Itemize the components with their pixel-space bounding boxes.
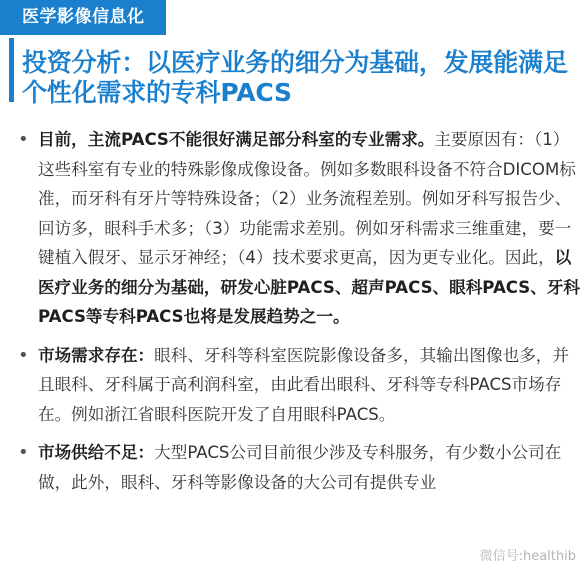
title-main: 以医疗业务的细分为基础，发展能满足个性化需求的专科PACS bbox=[22, 48, 568, 107]
bullet-text: 眼科、牙科等科室医院影像设备多，其输出图像也多，并且眼科、牙科属于高利润科室，由此看出眼科、牙科等专科PACS市场存在。例如浙江省眼科医院开发了自用眼科PACS。 bbox=[38, 345, 569, 424]
title-prefix: 投资分析： bbox=[22, 48, 147, 77]
list-item bbox=[0, 438, 586, 497]
bullet-list bbox=[0, 125, 586, 506]
section-label: 医学影像信息化 bbox=[0, 0, 166, 35]
bullet-bold-lead: 目前，主流PACS不能很好满足部分科室的专业需求。 bbox=[38, 130, 435, 149]
watermark: 微信号:healthib bbox=[479, 549, 576, 564]
bullet-dot-icon: • bbox=[18, 129, 29, 150]
title-accent-bar bbox=[9, 38, 14, 102]
bullet-bold-lead: 市场供给不足： bbox=[38, 443, 155, 462]
page-title bbox=[22, 48, 584, 108]
bullet-text: 大型PACS公司目前很少涉及专科服务，有少数小公司在做，此外，眼科、牙科等影像设备的大公司有提供专业 bbox=[38, 443, 562, 492]
bullet-bold-tail: 以医疗业务的细分为基础，研发心脏PACS、超声PACS、眼科PACS、牙科PACS等专科PACS也将是发展趋势之一。 bbox=[38, 248, 581, 326]
list-item bbox=[0, 341, 586, 430]
bullet-text: 主要原因有：（1）这些科室有专业的特殊影像成像设备。例如多数眼科设备不符合DICOM标准，而牙科有牙片等特殊设备；（2）业务流程差别。例如牙科写报告少、回访多，眼科手术多；（3）功能需求差别。例如牙科需求三维重建，要一键植入假牙、显示牙神经；（4）技术要求更高，因为更专业化。因此， bbox=[38, 130, 576, 267]
bullet-dot-icon: • bbox=[18, 442, 29, 463]
list-item bbox=[0, 125, 586, 332]
bullet-dot-icon: • bbox=[18, 344, 29, 366]
bullet-bold-lead: 市场需求存在： bbox=[38, 345, 155, 365]
